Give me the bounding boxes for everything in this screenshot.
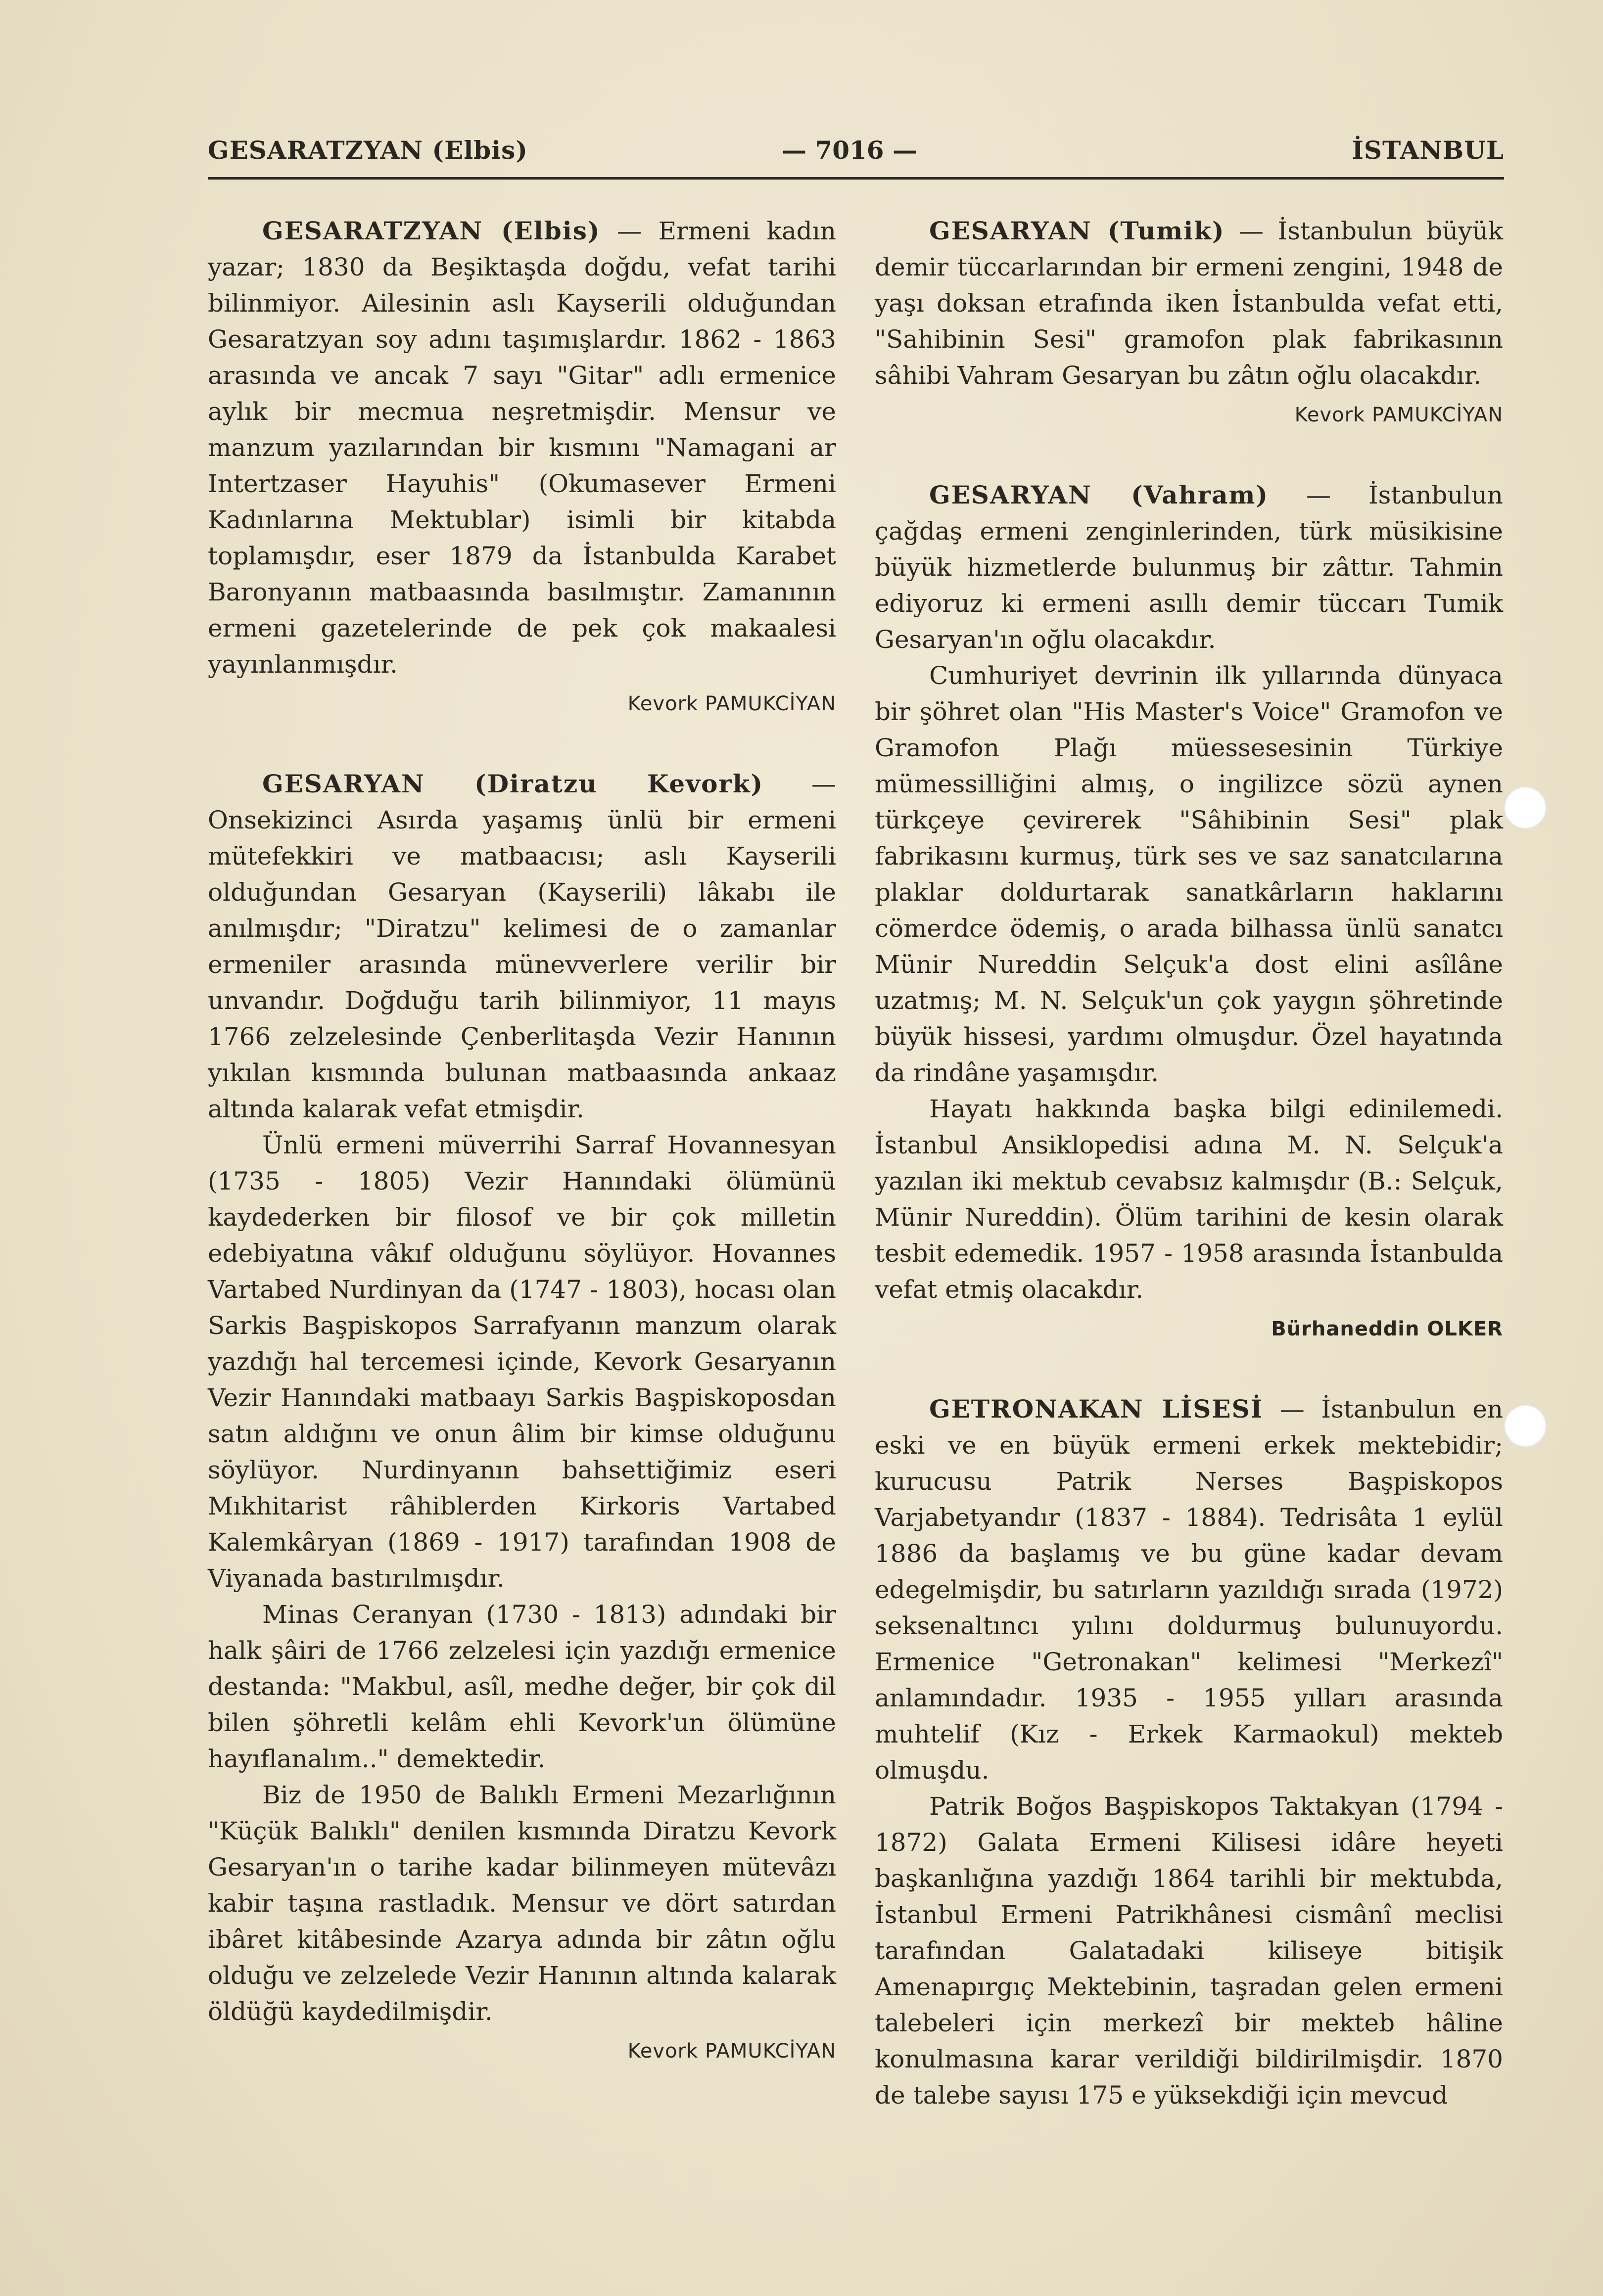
entry-gesaryan-tumik — [875, 213, 1503, 432]
header-rule — [208, 177, 1504, 180]
header-entry-name: GESARATZYAN (Elbis) — [208, 136, 528, 165]
entry-heading: GESARYAN (Diratzu Kevork) — [262, 769, 764, 798]
binder-hole-lower — [1504, 1405, 1547, 1447]
entry-gesaratzyan-elbis — [208, 213, 836, 721]
entry-paragraph: Minas Ceranyan (1730 - 1813) adındaki bir halk şâiri de 1766 zelzelesi için yazdığı ermenice destanda: "Makbul, asîl, medhe değer, bir çok dil bilen şöhretli kelâm ehli Kevork'un ölümüne hayıflanalım.." demektedir. — [208, 1600, 836, 1773]
entry-getronakan-lisesi — [875, 1391, 1503, 2113]
entry-paragraph — [875, 1391, 1503, 1789]
author-signature: Kevork PAMUKCİYAN — [627, 2040, 836, 2063]
entry-paragraph: Patrik Boğos Başpiskopos Taktakyan (1794 - 1872) Galata Ermeni Kilisesi idâre heyeti başkanlığına yazdığı 1864 tarihli bir mektubda, İstanbul Ermeni Patrikhânesi cismânî meclisi tarafından Galatadaki kiliseye bitişik Amenapırgıç Mektebinin, taşradan gelen ermeni talebeleri için merkezî bir mekteb hâline konulmasına karar verildiği bildirilmişdir. 1870 de talebe sayısı 175 e yüksekdiği için mevcud — [875, 1792, 1503, 2110]
entry-paragraph — [208, 213, 836, 683]
author-signature: Bürhaneddin OLKER — [1271, 1318, 1503, 1340]
entry-heading: GETRONAKAN LİSESİ — [929, 1394, 1264, 1424]
entry-paragraph: Biz de 1950 de Balıklı Ermeni Mezarlığının "Küçük Balıklı" denilen kısmında Diratzu Kevork Gesaryan'ın o tarihe kadar bilinmeyen mütevâzı kabir taşına rastladık. Mensur ve dört satırdan ibâret kitâbesinde Azarya adında bir zâtın oğlu olduğu ve zelzelede Vezir Hanının altında kalarak öldüğü kaydedilmişdir. — [208, 1781, 836, 2026]
page-number: — 7016 — — [782, 136, 917, 165]
binder-hole-upper — [1504, 786, 1547, 829]
author-signature: Kevork PAMUKCİYAN — [1294, 404, 1503, 426]
entry-gesaryan-vahram — [875, 477, 1503, 1346]
running-header — [208, 130, 1504, 174]
entry-text: — Ermeni kadın yazar; 1830 da Beşiktaşda doğdu, vefat tarihi bilinmiyor. Ailesinin aslı Kayserili olduğundan Gesaratzyan soy adını taşımışlardır. 1862 - 1863 arasında ve ancak 7 sayı "Gitar" adlı ermenice aylık bir mecmua neşretmişdir. Mensur ve manzum yazılarından bir kısmını "Namagani ar Intertzaser Hayuhis" (Okumasever Ermeni Kadınlarına Mektublar) isimli bir kitabda toplamışdır, eser 1879 da İstanbulda Karabet Baronyanın matbaasında basılmıştır. Zamanının ermeni gazetelerinde de pek çok makaalesi yayınlanmışdır. — [208, 217, 836, 679]
entry-gesaryan-diratzu-kevork — [208, 766, 836, 2068]
entry-paragraph — [208, 766, 836, 1127]
left-column — [208, 213, 836, 2113]
entry-text: — İstanbulun çağdaş ermeni zenginlerinden, türk müsikisine büyük hizmetlerde bulunmuş bir zâttır. Tahmin ediyoruz ki ermeni asıllı demir tüccarı Tumik Gesaryan'ın oğlu olacakdır. — [875, 481, 1503, 654]
header-publication: İSTANBUL — [1352, 136, 1504, 165]
entry-paragraph: Cumhuriyet devrinin ilk yıllarında dünyaca bir şöhret olan "His Master's Voice" Gramofon ve Gramofon Plağı müessesesinin Türkiye mümessilliğini almış, o ingilizce sözü aynen türkçeye çevirerek "Sâhibinin Sesi" plak fabrikasını kurmuş, türk ses ve saz sanatcılarına plaklar doldurtarak sanatkârların haklarını cömerdce ödemiş, o arada bilhassa ünlü sanatcı Münir Nureddin Selçuk'a dost elini asîlâne uzatmış; M. N. Selçuk'un çok yaygın şöhretinde büyük hissesi, yardımı olmuşdur. Özel hayatında da rindâne yaşamışdır. — [875, 661, 1503, 1087]
entry-heading: GESARATZYAN (Elbis) — [262, 216, 601, 245]
entry-paragraph — [875, 477, 1503, 658]
entry-text: — İstanbulun en eski ve en büyük ermeni erkek mektebidir; kurucusu Patrik Nerses Başpiskopos Varjabetyandır (1837 - 1884). Tedrisâta 1 eylül 1886 da başlamış ve bu güne kadar devam edegelmişdir, bu satırların yazıldığı sırada (1972) seksenaltıncı yılını doldurmuş bulunuyordu. Ermenice "Getronakan" kelimesi "Merkezî" anlamındadır. 1935 - 1955 yılları arasında muhtelif (Kız - Erkek Karmaokul) mekteb olmuşdu. — [875, 1395, 1503, 1785]
entry-paragraph: Ünlü ermeni müverrihi Sarraf Hovannesyan (1735 - 1805) Vezir Hanındaki ölümünü kaydederken bir filosof ve bir çok milletin edebiyatına vâkıf olduğunu söylüyor. Hovannes Vartabed Nurdinyan da (1747 - 1803), hocası olan Sarkis Başpiskopos Sarrafyanın manzum olarak yazdığı hal tercemesi içinde, Kevork Gesaryanın Vezir Hanındaki matbaayı Sarkis Başpiskoposdan satın aldığını ve onun âlim bir kimse olduğunu söylüyor. Nurdinyanın bahsettiğimiz eseri Mıkhitarist râhiblerden Kirkoris Vartabed Kalemkâryan (1869 - 1917) tarafından 1908 de Viyanada bastırılmışdır. — [208, 1131, 836, 1593]
entry-text: — İstanbulun büyük demir tüccarlarından bir ermeni zengini, 1948 de yaşı doksan etrafında iken İstanbulda vefat etti, "Sahibinin Sesi" gramofon plak fabrikasının sâhibi Vahram Gesaryan bu zâtın oğlu olacakdır. — [875, 217, 1503, 390]
entry-heading: GESARYAN (Vahram) — [929, 480, 1269, 509]
author-signature: Kevork PAMUKCİYAN — [627, 692, 836, 715]
entry-paragraph: Hayatı hakkında başka bilgi edinilemedi. İstanbul Ansiklopedisi adına M. N. Selçuk'a yazılan iki mektub cevabsız kalmışdır (B.: Selçuk, Münir Nureddin). Ölüm tarihini de kesin olarak tesbit edemedik. 1957 - 1958 arasında İstanbulda vefat etmiş olacakdır. — [875, 1095, 1503, 1304]
right-column — [875, 213, 1503, 2158]
entry-text: — Onsekizinci Asırda yaşamış ünlü bir ermeni mütefekkiri ve matbaacısı; aslı Kayserili olduğundan Gesaryan (Kayserili) lâkabı ile anılmışdır; "Diratzu" kelimesi de o zamanlar ermeniler arasında münevverlere verilir bir unvandır. Doğduğu tarih bilinmiyor, 11 mayıs 1766 zelzelesinde Çenberlitaşda Vezir Hanının yıkılan kısmında bulunan matbaasında ankaaz altında kalarak vefat etmişdir. — [208, 770, 836, 1123]
entry-heading: GESARYAN (Tumik) — [929, 216, 1225, 245]
entry-paragraph — [875, 213, 1503, 394]
